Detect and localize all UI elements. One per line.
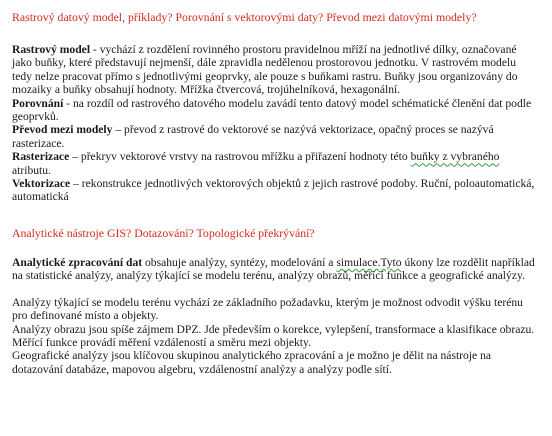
- paragraph-analytic-processing: [12, 256, 538, 283]
- conversion-text: – převod z rastrové do vektorové se nazývá vektorizace, opačný proces se nazývá rasterizace.: [12, 123, 494, 150]
- term-conversion: Převod mezi modely: [12, 123, 113, 137]
- paragraph-vectorization: [12, 177, 538, 204]
- section-heading-raster: Rastrový datový model, příklady? Porovnání s vektorovými daty? Převod mezi datovými modely?: [12, 10, 477, 24]
- paragraph-conversion: [12, 123, 538, 150]
- raster-section-body: [12, 43, 538, 204]
- paragraph-terrain-analysis: Analýzy týkající se modelu terénu vychází ze základního požadavku, kterým je možnost odvodit výšku terénu pro definované místo a objekty.: [12, 295, 523, 323]
- vectorization-text: – rekonstrukce jednotlivých vektorových objektů z jejich rastrové podoby. Ruční, poloautomatická, automatická: [12, 177, 535, 204]
- term-comparison: Porovnání: [12, 96, 64, 110]
- paragraph-rasterization: [12, 150, 538, 177]
- spellcheck-underlined-text: buňky z vybraného: [410, 150, 500, 164]
- paragraph-comparison: [12, 97, 538, 124]
- comparison-text: - na rozdíl od rastrového datového modelu zavádí tento datový model schématické členění dat podle geoprvků.: [12, 96, 532, 124]
- section-heading-analysis: Analytické nástroje GIS? Dotazování? Topologické překrývání?: [12, 225, 315, 240]
- term-analytic-processing: Analytické zpracování dat: [12, 255, 143, 269]
- rasterization-text-b: atributu.: [12, 163, 51, 177]
- term-rasterization: Rasterizace: [12, 150, 70, 164]
- term-raster-model: Rastrový model: [12, 43, 91, 56]
- analytic-text-b: úkony lze rozdělit například na statistické analýzy, analýzy týkající se modelu terénu, analýzy obrazů, měřící funkce a geografické analýzy.: [12, 255, 535, 283]
- paragraph-spacer: [12, 283, 538, 296]
- spellcheck-underlined-text: simulace.Tyto: [336, 255, 402, 269]
- paragraph-image-analysis: Analýzy obrazu jsou spíše zájmem DPZ. Jde především o korekce, vylepšení, transformace a klasifikace obrazu.: [12, 322, 535, 336]
- rasterization-text-a: – překryv vektorové vrstvy na rastrovou mřížku a přiřazení hodnoty této: [69, 150, 411, 164]
- analysis-section-body: [12, 256, 538, 376]
- raster-model-text: - vychází z rozdělení rovinného prostoru pravidelnou mříží na jednotlivé dílky, označované jako buňky, které představují nejmenší, dále zpravidla nedělenou prostorovou jednotku. V rastrovém modelu tedy nelze pracovat přímo s jednotlivými geoprvky, ale pouze s buňkami rastru. Buňky jsou organizovány do mozaiky a buňky obsahují hodnoty. Mřížka čtvercová, trojúhelníková, hexagonální.: [12, 43, 518, 97]
- analytic-text-a: obsahuje analýzy, syntézy, modelování a: [142, 255, 337, 269]
- paragraph-measuring-functions: Měřící funkce provádí měření vzdáleností a směru mezi objekty.: [12, 335, 311, 349]
- term-vectorization: Vektorizace: [12, 177, 71, 191]
- paragraph-raster-model: [12, 43, 538, 97]
- paragraph-geographic-analysis: Geografické analýzy jsou klíčovou skupinou analytického zpracování a je možno je dělit na nástroje na dotazování databáze, mapovou algebru, vzdálenostní analýzy a analýzy podle sítí.: [12, 349, 492, 376]
